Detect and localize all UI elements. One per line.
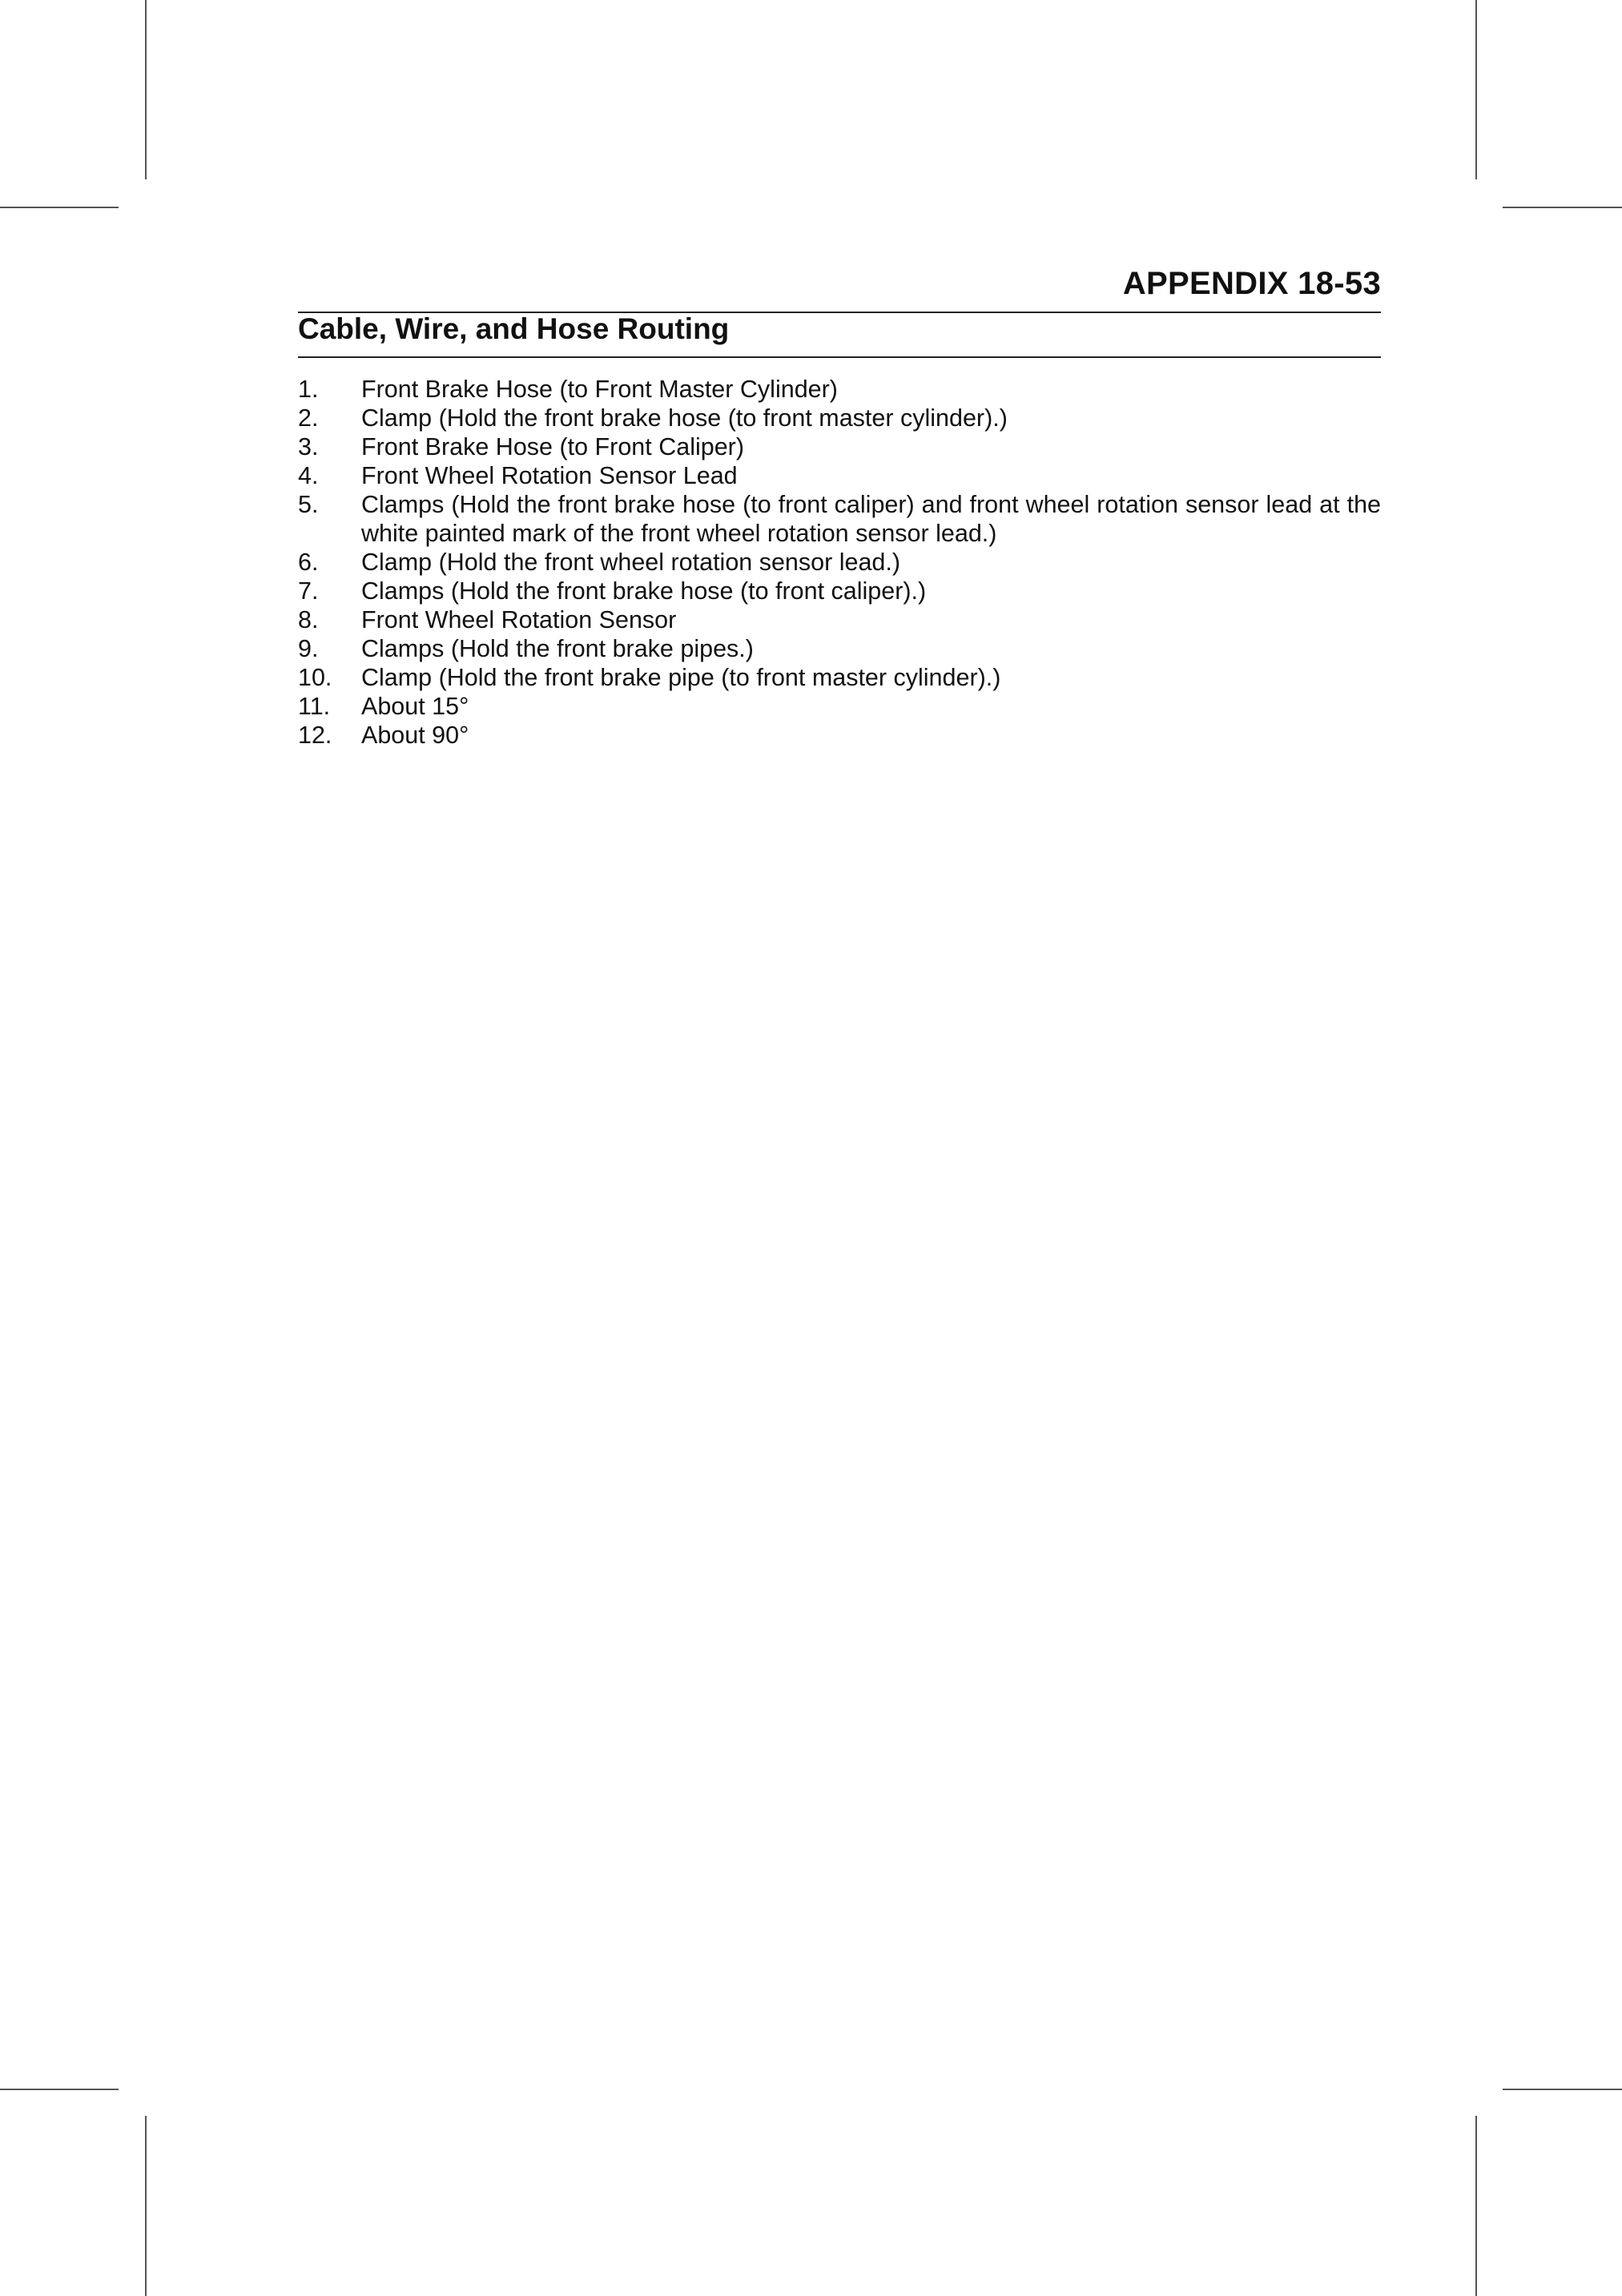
crop-mark-bottom-left-vertical — [145, 2116, 147, 2296]
item-text: Clamp (Hold the front brake pipe (to front master cylinder).) — [361, 664, 1001, 691]
item-number: 3. — [298, 433, 319, 460]
item-number: 6. — [298, 549, 319, 576]
list-item — [298, 404, 1381, 432]
list-item — [298, 605, 1381, 634]
item-text: Clamps (Hold the front brake pipes.) — [361, 635, 754, 662]
list-item — [298, 432, 1381, 461]
list-item — [298, 721, 1381, 750]
list-item — [298, 634, 1381, 663]
list-item — [298, 548, 1381, 577]
crop-mark-bottom-right-vertical — [1475, 2116, 1477, 2296]
crop-mark-top-right-vertical — [1475, 0, 1477, 179]
item-number: 2. — [298, 404, 319, 432]
page-header — [298, 256, 1381, 312]
item-number: 7. — [298, 577, 319, 605]
item-number: 8. — [298, 606, 319, 633]
legend-list — [298, 375, 1381, 750]
crop-mark-top-left-vertical — [145, 0, 147, 179]
crop-mark-bottom-right-horizontal — [1503, 2089, 1622, 2090]
item-text: Clamp (Hold the front brake hose (to front master cylinder).) — [361, 404, 1008, 432]
item-text: About 15° — [361, 693, 469, 720]
list-item — [298, 577, 1381, 605]
item-number: 1. — [298, 376, 319, 403]
list-item — [298, 375, 1381, 404]
item-text: Front Brake Hose (to Front Caliper) — [361, 433, 744, 460]
item-number: 12. — [298, 722, 332, 749]
section-title-rule — [298, 356, 1381, 358]
list-item — [298, 692, 1381, 721]
list-item — [298, 663, 1381, 692]
item-number: 9. — [298, 635, 319, 662]
item-number: 11. — [298, 693, 331, 720]
crop-mark-bottom-left-horizontal — [0, 2089, 119, 2090]
crop-mark-top-left-horizontal — [0, 207, 119, 208]
item-text: Clamp (Hold the front wheel rotation sensor lead.) — [361, 549, 901, 576]
item-number: 5. — [298, 491, 319, 518]
crop-mark-top-right-horizontal — [1503, 207, 1622, 208]
item-text: Front Wheel Rotation Sensor — [361, 606, 677, 633]
item-text: About 90° — [361, 722, 469, 749]
item-number: 10. — [298, 664, 332, 691]
item-text: Clamps (Hold the front brake hose (to front caliper) and front wheel rotation sensor lead at the white painted mark of the front wheel rotation sensor lead.) — [361, 491, 1381, 547]
page-number: APPENDIX 18-53 — [1122, 266, 1381, 301]
section-title: Cable, Wire, and Hose Routing — [298, 312, 730, 345]
list-item — [298, 461, 1381, 490]
list-item — [298, 490, 1381, 548]
item-text: Front Brake Hose (to Front Master Cylinder) — [361, 376, 838, 403]
item-number: 4. — [298, 462, 319, 489]
item-text: Front Wheel Rotation Sensor Lead — [361, 462, 738, 489]
item-text: Clamps (Hold the front brake hose (to front caliper).) — [361, 577, 927, 605]
